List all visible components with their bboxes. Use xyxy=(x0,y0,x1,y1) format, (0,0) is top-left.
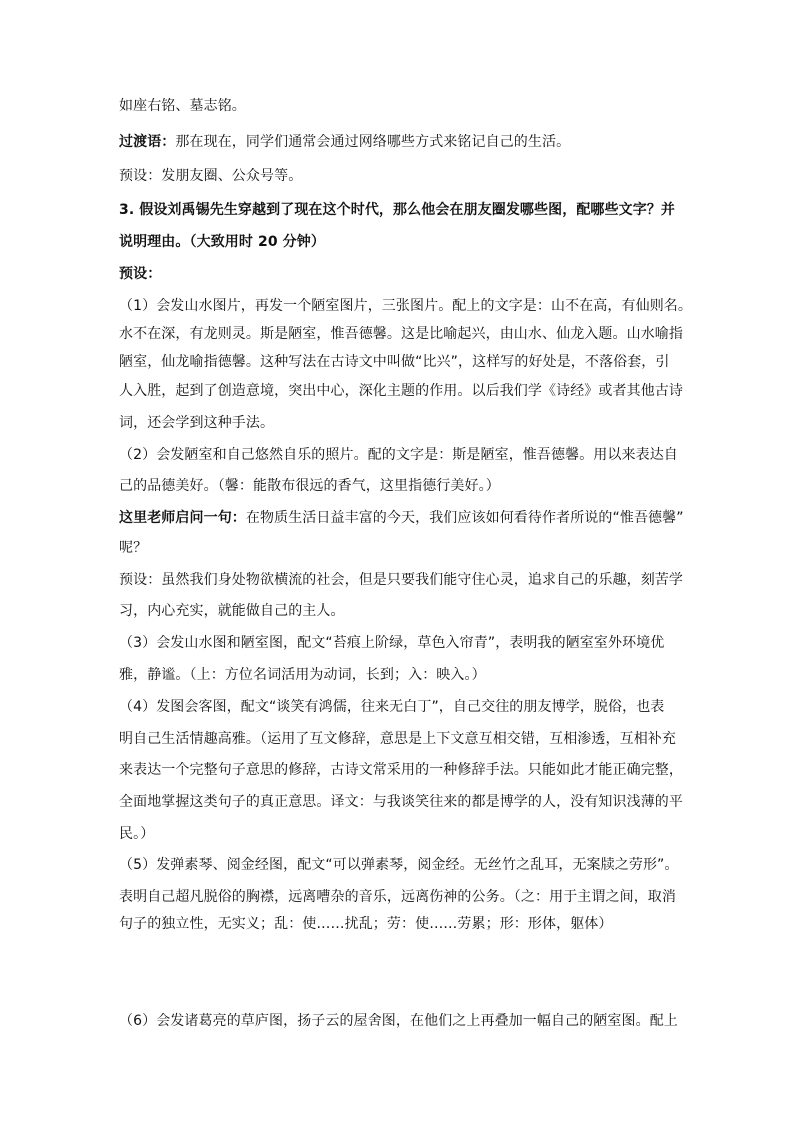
text-line: 民。） xyxy=(119,826,155,842)
preset-label: 预设： xyxy=(119,266,162,282)
text-line: 人入胜，起到了创造意境，突出中心，深化主题的作用。以后我们学《诗经》或者其他古诗 xyxy=(119,383,683,399)
text-line: 来表达一个完整句子意思的修辞，古诗文常采用的一种修辞手法。只能如此才能正确完整， xyxy=(119,762,683,778)
text-line: 词，还会学到这种手法。 xyxy=(119,415,275,431)
question-heading: 说明理由。（大致用时 20 分钟） xyxy=(119,234,325,250)
transition-text: 那在现在，同学们通常会通过网络哪些方式来铭记自己的生活。 xyxy=(175,134,571,150)
text-line: （5）发弹素琴、阅金经图，配文“可以弹素琴，阅金经。无丝竹之乱耳，无案牍之劳形”。 xyxy=(119,857,679,873)
teacher-question-text: 在物质生活日益丰富的今天，我们应该如何看待作者所说的“惟吾德馨” xyxy=(245,510,684,526)
text-line: 预设：虽然我们身处物欲横流的社会，但是只要我们能守住心灵，追求自己的乐趣，刻苦学 xyxy=(119,572,683,588)
text-line: 雅，静谧。（上：方位名词活用为动词，长到；入：映入。） xyxy=(119,667,486,683)
text-line: 陋室，仙龙喻指德馨。这种写法在古诗文中叫做“比兴”，这样写的好处是，不落俗套，引 xyxy=(119,354,670,370)
text-line: （1）会发山水图片，再发一个陋室图片，三张图片。配上的文字是：山不在高，有仙则名。 xyxy=(119,298,693,314)
text-line: 句子的独立性，无实义；乱：使……扰乱；劳：使……劳累；形：形体，躯体） xyxy=(119,916,613,932)
transition-paragraph xyxy=(119,132,689,152)
text-line: 己的品德美好。（馨：能散布很远的香气，这里指德行美好。） xyxy=(119,478,500,494)
text-line: （2）会发陋室和自己悠然自乐的照片。配的文字是：斯是陋室，惟吾德馨。用以来表达自 xyxy=(119,447,678,463)
text-line: （3）会发山水图和陋室图，配文“苔痕上阶绿，草色入帘青”，表明我的陋室室外环境优 xyxy=(119,635,665,651)
teacher-question-label: 这里老师启问一句： xyxy=(119,510,246,526)
text-line: 习，内心充实，就能做自己的主人。 xyxy=(119,603,345,619)
text-line: 水不在深，有龙则灵。斯是陋室，惟吾德馨。这是比喻起兴，由山水、仙龙入题。山水喻指 xyxy=(119,326,683,342)
text-line: 表明自己超凡脱俗的胸襟，远离嘈杂的音乐，远离伤神的公务。（之：用于主谓之间，取消 xyxy=(119,889,676,905)
transition-label: 过渡语： xyxy=(119,134,176,150)
text-line: 明自己生活情趣高雅。（运用了互文修辞，意思是上下文意互相交错，互相渗透，互相补充 xyxy=(119,731,676,747)
text-line: 预设：发朋友圈、公众号等。 xyxy=(119,168,303,184)
text-line: （4）发图会客图，配文“谈笑有鸿儒，往来无白丁”，自己交往的朋友博学，脱俗，也表 xyxy=(119,699,665,715)
teacher-question-paragraph xyxy=(119,508,689,528)
text-line: 全面地掌握这类句子的真正意思。译文：与我谈笑往来的都是博学的人，没有知识浅薄的平 xyxy=(119,794,683,810)
text-line: 如座右铭、墓志铭。 xyxy=(119,98,246,114)
text-line: 呢？ xyxy=(119,540,148,556)
question-heading: 3. 假设刘禹锡先生穿越到了现在这个时代，那么他会在朋友圈发哪些图，配哪些文字？并 xyxy=(119,202,676,218)
text-line: （6）会发诸葛亮的草庐图，扬子云的屋舍图，在他们之上再叠加一幅自己的陋室图。配上 xyxy=(119,1013,678,1029)
